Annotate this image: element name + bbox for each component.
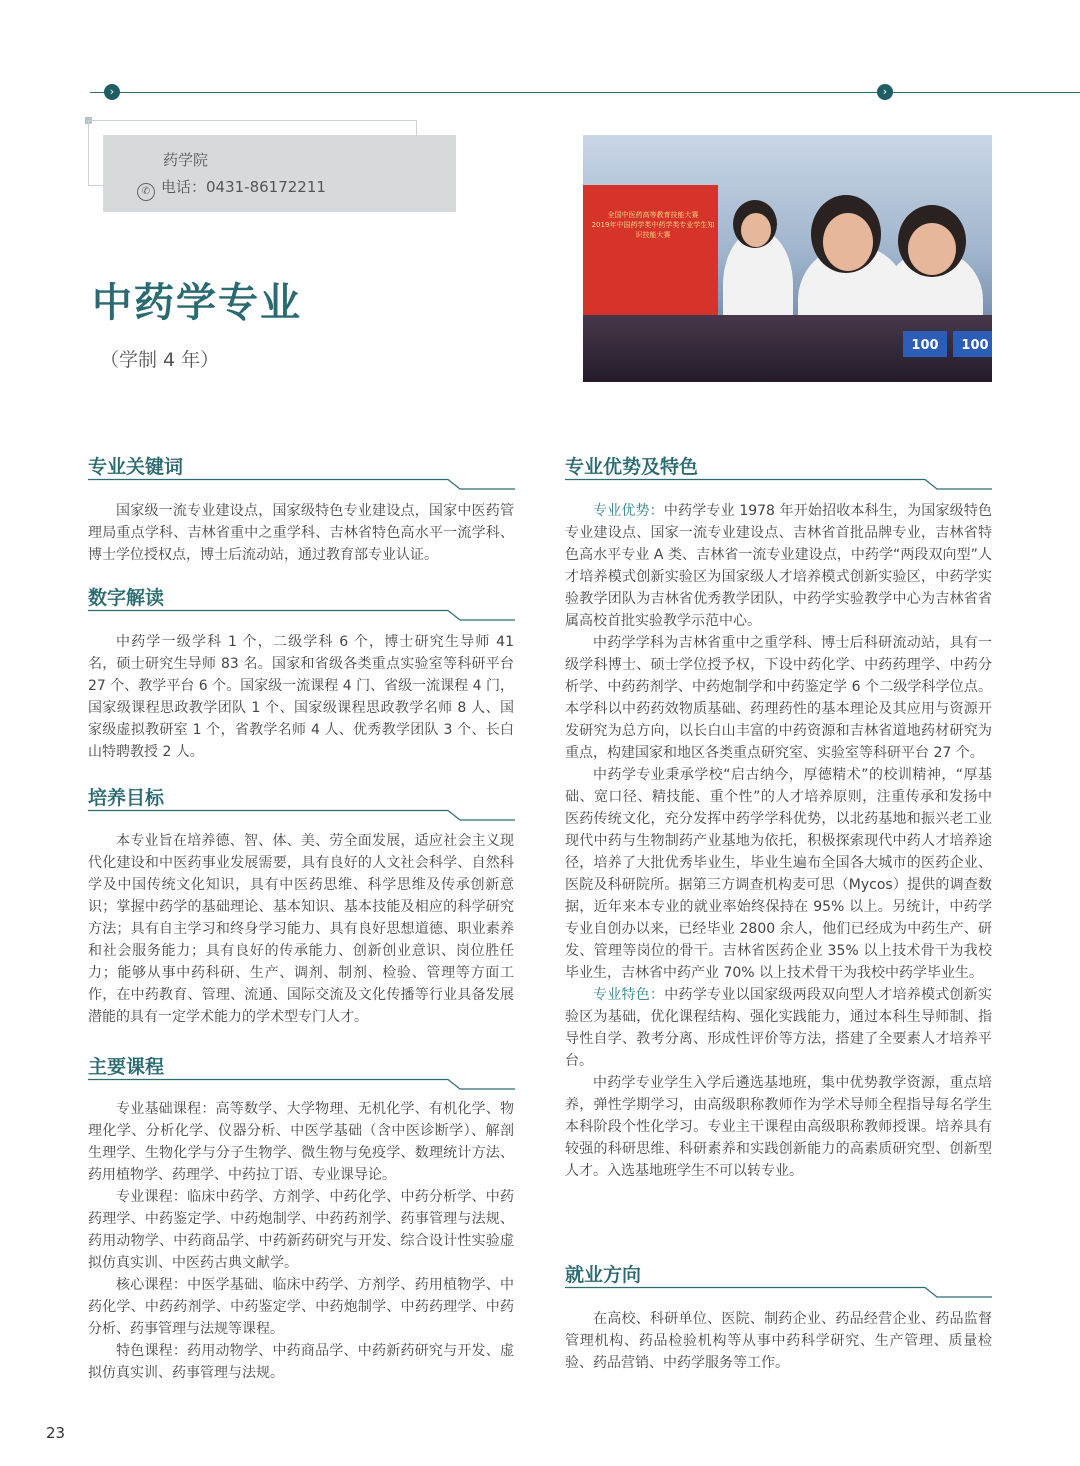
courses-featured: 特色课程：药用动物学、中药商品学、中药新药研究与开发、虚拟仿真实训、药事管理与法规。: [88, 1343, 514, 1381]
goals-text: [88, 830, 514, 1028]
keywords-text: [88, 500, 514, 566]
section-heading-courses: 主要课程: [88, 1056, 165, 1078]
score-board-left: 100: [903, 331, 947, 357]
top-divider: [90, 92, 1080, 93]
chevron-right-icon: ›: [104, 84, 120, 100]
features-paragraph-2: 中药学专业学生入学后遴选基地班，集中优势教学资源，重点培养，弹性学期学习，由高级职称教师作为学术导师全程指导每名学生本科阶段个性化学习。专业主干课程由高级职称教师授课。培养具有较强的科研思维、科研素养和实践创新能力的高素质研究型、创新型人才。入选基地班学生不可以转专业。: [565, 1075, 992, 1179]
phone-line: [137, 176, 326, 201]
page-title: 中药学专业: [92, 280, 302, 326]
photo-figure-face: [741, 213, 771, 247]
photo-figure-face: [908, 223, 956, 275]
features-label: 专业特色：: [593, 987, 665, 1003]
section-underline: [88, 478, 515, 492]
employment-text: [565, 1308, 992, 1374]
section-underline: [88, 1078, 515, 1092]
section-underline: [565, 478, 992, 492]
courses-text: [88, 1098, 514, 1384]
section-underline: [88, 809, 515, 823]
keywords-paragraph: 国家级一流专业建设点，国家级特色专业建设点，国家中医药管理局重点学科、吉林省重中之重学科、吉林省特色高水平一流学科、博士学位授权点，博士后流动站，通过教育部专业认证。: [88, 503, 514, 563]
advantages-paragraph-3: 中药学专业秉承学校“启古纳今，厚德精术”的校训精神，“厚基础、宽口径、精技能、重个性”的人才培养原则，注重传承和发扬中医药传统文化，充分发挥中药学学科优势，以北药基地和振兴老工业现代中药与生物制药产业基地为依托，积极探索现代中药人才培养途径，培养了大批优秀毕业生，毕业生遍布全国各大城市的医药企业、医院及科研院所。据第三方调查机构麦可思（Mycos）提供的调查数据，近年来本专业的就业率始终保持在 95% 以上。另统计，中药学专业自创办以来，已经毕业 2800 余人，他们已经成为中药生产、研发、管理等岗位的骨干。吉林省医药企业 35% 以上技术骨干为我校毕业生，吉林省中药产业 70% 以上技术骨干为我校中药学毕业生。: [565, 767, 992, 981]
banner-line-1: 全国中医药高等教育技能大赛: [607, 211, 699, 219]
section-heading-keywords: 专业关键词: [88, 456, 184, 478]
photo-figure-face: [823, 213, 873, 271]
section-heading-goals: 培养目标: [88, 787, 165, 809]
banner-line-2: 2019年中国药学类中药学类专业学生知识技能大赛: [591, 221, 715, 239]
score-board-right: 100: [953, 331, 992, 357]
digits-paragraph: 中药学一级学科 1 个，二级学科 6 个，博士研究生导师 41 名，硕士研究生导师 83 名。国家和省级各类重点实验室等科研平台 27 个、教学平台 6 个。国家级一流课程 4 门、省级一流课程 4 门，国家级课程思政教学团队 1 个、国家级课程思政教学名师 8 人、国家级虚拟教研室 1 个，省教学名师 4 人、优秀教学团队 3 个、长白山特聘教授 2 人。: [88, 634, 514, 760]
photo-banner-text: [591, 210, 715, 240]
courses-basic: 专业基础课程：高等数学、大学物理、无机化学、有机化学、物理化学、分析化学、仪器分析、中医学基础（含中医诊断学）、解剖生理学、生物化学与分子生物学、微生物与免疫学、数理统计方法、药用植物学、药理学、中药拉丁语、专业课导论。: [88, 1101, 514, 1183]
goals-paragraph: 本专业旨在培养德、智、体、美、劳全面发展，适应社会主义现代化建设和中医药事业发展需要，具有良好的人文社会科学、自然科学及中国传统文化知识，具有中医药思维、科学思维及传承创新意识；掌握中药学的基础理论、基本知识、基本技能及相应的科学研究方法；具有自主学习和终身学习能力、具有良好思想道德、职业素养和社会服务能力；具有良好的传承能力、创新创业意识、岗位胜任力；能够从事中药科研、生产、调剂、制剂、检验、管理等方面工作，在中药教育、管理、流通、国际交流及文化传播等行业具备发展潜能的具有一定学术能力的学术型专门人才。: [88, 833, 514, 1025]
employment-paragraph: 在高校、科研单位、医院、制药企业、药品经营企业、药品监督管理机构、药品检验机构等从事中药科学研究、生产管理、质量检验、药品营销、中药学服务等工作。: [565, 1311, 992, 1371]
phone-number: 电话：0431-86172211: [161, 178, 326, 196]
advantages-paragraph-2: 中药学学科为吉林省重中之重学科、博士后科研流动站，具有一级学科博士、硕士学位授予权，下设中药化学、中药药理学、中药分析学、中药药剂学、中药炮制学和中药鉴定学 6 个二级学科学位点。本学科以中药药效物质基础、药理药性的基本理论及其应用与资源开发研究为总方向，以长白山丰富的中药资源和吉林省道地药材研究为重点，构建国家和地区各类重点研究室、实验室等科研平台 27 个。: [565, 635, 992, 761]
contact-box: [103, 135, 456, 212]
advantages-text: [565, 500, 992, 1182]
section-heading-employment: 就业方向: [565, 1264, 642, 1286]
section-underline: [88, 609, 515, 623]
study-duration: （学制 4 年）: [100, 349, 220, 371]
department-name: 药学院: [163, 151, 209, 169]
courses-core: 核心课程：中医学基础、临床中药学、方剂学、药用植物学、中药化学、中药药剂学、中药鉴定学、中药炮制学、中药药理学、中药分析、药事管理与法规等课程。: [88, 1277, 514, 1337]
advantages-paragraph-1-text: 中药学专业 1978 年开始招收本科生，为国家级特色专业建设点、国家一流专业建设点、吉林省首批品牌专业，吉林省特色高水平专业 A 类、吉林省一流专业建设点，中药学“两段双向型”人才培养模式创新实验区为国家级人才培养模式创新实验区，中药学实验教学团队为吉林省优秀教学团队，中药学实验教学中心为吉林省省属高校首批实验教学示范中心。: [565, 503, 992, 629]
digits-text: [88, 631, 514, 763]
courses-major: 专业课程：临床中药学、方剂学、中药化学、中药分析学、中药药理学、中药鉴定学、中药炮制学、中药药剂学、药事管理与法规、药用动物学、中药商品学、中药新药研究与开发、综合设计性实验虚拟仿真实训、中医药古典文献学。: [88, 1189, 514, 1271]
page-number: 23: [46, 1424, 66, 1442]
advantages-label: 专业优势：: [593, 503, 664, 519]
section-heading-advantages: 专业优势及特色: [565, 456, 699, 478]
phone-icon: ✆: [137, 183, 155, 201]
chevron-right-icon: ›: [877, 84, 893, 100]
section-heading-digits: 数字解读: [88, 587, 165, 609]
features-paragraph-1-text: 中药学专业以国家级两段双向型人才培养模式创新实验区为基础，优化课程结构、强化实践能力，通过本科生导师制、指导性自学、教考分离、形成性评价等方法，搭建了全要素人才培养平台。: [565, 987, 992, 1069]
features-paragraph-1: [565, 984, 992, 1072]
competition-photo: [583, 135, 992, 382]
advantages-paragraph-1: [565, 500, 992, 632]
section-underline: [565, 1286, 992, 1300]
